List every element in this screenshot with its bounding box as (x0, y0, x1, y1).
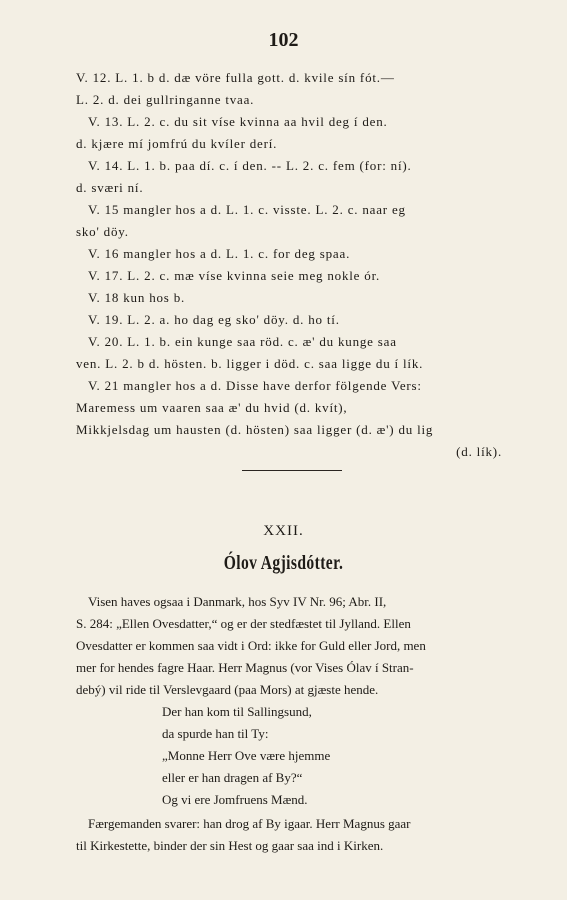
variant-line: (d. lík). (456, 444, 502, 459)
variant-line: V. 12. L. 1. b d. dæ vöre fulla gott. d. kvile sín fót.— (76, 70, 395, 85)
closing-line: Færgemanden svarer: han drog af By igaar. Herr Magnus gaar (88, 816, 411, 831)
verse-line: eller er han dragen af By?“ (162, 770, 303, 785)
intro-line: S. 284: „Ellen Ovesdatter,“ og er der stedfæstet til Jylland. Ellen (76, 616, 411, 631)
variant-line: V. 15 mangler hos a d. L. 1. c. visste. L. 2. c. naar eg (88, 202, 406, 217)
variant-line: Mikkjelsdag um hausten (d. hösten) saa ligger (d. æ') du lig (76, 422, 434, 437)
variant-line: d. sværi ní. (76, 180, 144, 195)
page-number: 102 (268, 29, 299, 51)
variant-line: V. 21 mangler hos a d. Disse have derfor fölgende Vers: (88, 378, 422, 393)
variant-line: V. 16 mangler hos a d. L. 1. c. for deg spaa. (88, 246, 351, 261)
section-title: Ólov Agjisdótter. (223, 552, 344, 574)
verse-line: Og vi ere Jomfruens Mænd. (162, 792, 308, 807)
section-numeral: XXII. (263, 523, 304, 539)
variant-line: V. 20. L. 1. b. ein kunge saa röd. c. æ' du kunge saa (88, 334, 397, 349)
variant-line: V. 13. L. 2. c. du sit víse kvinna aa hvil deg í den. (88, 114, 388, 129)
variant-line: sko' döy. (76, 224, 129, 239)
variant-line: L. 2. d. dei gullringanne tvaa. (76, 92, 255, 107)
variant-line: V. 17. L. 2. c. mæ víse kvinna seie meg nokle ór. (88, 268, 381, 283)
verse-line: da spurde han til Ty: (162, 726, 269, 741)
variant-line: V. 14. L. 1. b. paa dí. c. í den. -- L. 2. c. fem (for: ní). (88, 158, 412, 173)
verse-line: „Monne Herr Ove være hjemme (162, 748, 331, 763)
variant-line: d. kjære mí jomfrú du kvíler derí. (76, 136, 278, 151)
variant-line: ven. L. 2. b d. hösten. b. ligger i död. c. saa ligge du í lík. (76, 356, 424, 371)
closing-line: til Kirkestette, binder der sin Hest og gaar saa ind i Kirken. (76, 838, 384, 853)
intro-line: Visen haves ogsaa i Danmark, hos Syv IV Nr. 96; Abr. II, (88, 594, 387, 609)
intro-line: Ovesdatter er kommen saa vidt i Ord: ikke for Guld eller Jord, men (76, 638, 426, 653)
variant-line: V. 18 kun hos b. (88, 290, 186, 305)
intro-line: mer for hendes fagre Haar. Herr Magnus (vor Vises Ólav í Stran- (76, 660, 414, 675)
variant-line: V. 19. L. 2. a. ho dag eg sko' döy. d. ho tí. (88, 312, 340, 327)
section-divider (242, 470, 342, 471)
intro-line: debý) vil ride til Verslevgaard (paa Mors) at gjæste hende. (76, 682, 379, 697)
verse-line: Der han kom til Sallingsund, (162, 704, 312, 719)
variant-line: Maremess um vaaren saa æ' du hvid (d. kvít), (76, 400, 348, 415)
